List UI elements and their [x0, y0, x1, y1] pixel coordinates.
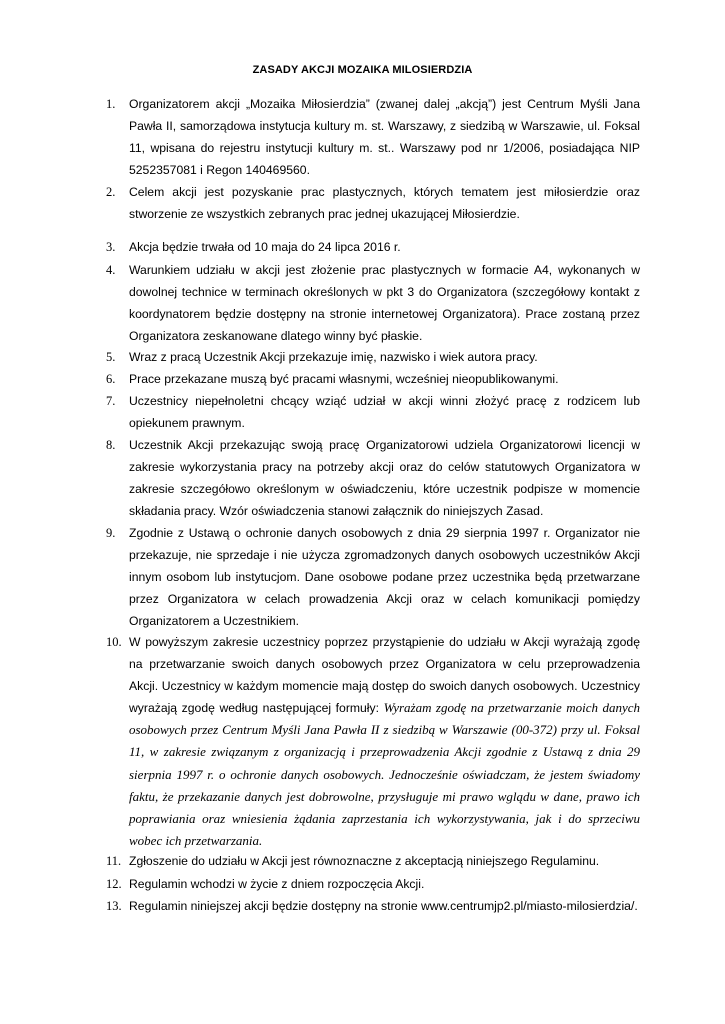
- item-text: Uczestnik Akcji przekazując swoją pracę Organizatorowi udziela Organizatorowi licencji w zakresie wykorzystania pracy na potrzeby akcji oraz do celów statutowych Organizatora w zakresie szczegółowo określonym w oświadczeniu, które uczestnik podpisze w momencie składania pracy. Wzór oświadczenia stanowi załącznik do niniejszych Zasad.: [129, 438, 640, 519]
- item-text: Prace przekazane muszą być pracami własnymi, wcześniej nieopublikowanymi.: [129, 372, 559, 386]
- list-item: [106, 93, 640, 181]
- item-text: Regulamin wchodzi w życie z dniem rozpoczęcia Akcji.: [129, 877, 425, 891]
- item-text: Wraz z pracą Uczestnik Akcji przekazuje imię, nazwisko i wiek autora pracy.: [129, 350, 538, 364]
- list-item: [106, 181, 640, 225]
- item-number: 12.: [106, 877, 122, 891]
- item-number: 6.: [106, 372, 116, 386]
- item-number: 3.: [106, 240, 116, 254]
- list-item: [106, 895, 640, 917]
- item-number: 5.: [106, 350, 116, 364]
- list-item: [106, 873, 640, 895]
- list-item: [106, 850, 640, 872]
- item-text: Uczestnicy niepełnoletni chcący wziąć udział w akcji winni złożyć pracę z rodzicem lub opiekunem prawnym.: [129, 394, 640, 431]
- item-number: 1.: [106, 97, 116, 111]
- item-text: Regulamin niniejszej akcji będzie dostępny na stronie www.centrumjp2.pl/miasto-milosierdzia/.: [129, 899, 638, 913]
- list-item: [106, 236, 640, 258]
- item-text-plain: W powyższym zakresie uczestnicy poprzez przystąpienie do udziału w Akcji wyrażają zgodę na przetwarzanie swoich danych osobowych przez Organizatora w celu przeprowadzenia Akcji. Uczestnicy w każdym momencie mają dostęp do swoich danych osobowych. Uczestnicy wyrażają zgodę według następującej formuły:: [129, 635, 640, 716]
- list-item: [106, 368, 640, 390]
- item-number: 2.: [106, 185, 116, 199]
- item-number: 11.: [106, 854, 122, 868]
- item-text: [129, 631, 640, 852]
- list-item: [106, 259, 640, 347]
- list-item: [106, 631, 640, 852]
- item-number: 8.: [106, 438, 116, 452]
- item-number: 9.: [106, 526, 116, 540]
- item-text: Warunkiem udziału w akcji jest złożenie prac plastycznych w formacie A4, wykonanych w dowolnej technice w terminach określonych w pkt 3 do Organizatora (szczegółowy kontakt z koordynatorem będzie dostępny na stronie internetowej Organizatora). Prace zostaną przez Organizatora zeskanowane dlatego winny być płaskie.: [129, 263, 640, 344]
- list-item: [106, 390, 640, 434]
- item-number: 7.: [106, 394, 116, 408]
- item-text: Organizatorem akcji „Mozaika Miłosierdzia” (zwanej dalej „akcją”) jest Centrum Myśli Jana Pawła II, samorządowa instytucja kultury m. st. Warszawy, z siedzibą w Warszawie, ul. Foksal 11, wpisana do rejestru instytucji kultury m. st.. Warszawy pod nr 1/2006, posiadająca NIP 5252357081 i Regon 140469560.: [129, 97, 640, 178]
- item-text: Zgodnie z Ustawą o ochronie danych osobowych z dnia 29 sierpnia 1997 r. Organizator nie przekazuje, nie sprzedaje i nie użycza zgromadzonych danych osobowych uczestników Akcji innym osobom lub instytucjom. Dane osobowe podane przez uczestnika będą przetwarzane przez Organizatora w celach prowadzenia Akcji oraz w celach komunikacji pomiędzy Organizatorem a Uczestnikiem.: [129, 526, 640, 629]
- item-text: Zgłoszenie do udziału w Akcji jest równoznaczne z akceptacją niniejszego Regulaminu.: [129, 854, 600, 868]
- list-item: [106, 522, 640, 632]
- list-item: [106, 434, 640, 522]
- item-number: 13.: [106, 899, 122, 913]
- list-item: [106, 346, 640, 368]
- item-text: Akcja będzie trwała od 10 maja do 24 lipca 2016 r.: [129, 240, 401, 254]
- item-number: 4.: [106, 263, 116, 277]
- item-number: 10.: [106, 635, 122, 649]
- consent-formula: Wyrażam zgodę na przetwarzanie moich danych osobowych przez Centrum Myśli Jana Pawła II z siedzibą w Warszawie (00-372) przy ul. Foksal 11, w zakresie związanym z organizacją i przeprowadzenia Akcji zgodnie z Ustawą z dnia 29 sierpnia 1997 r. o ochronie danych osobowych. Jednocześnie oświadczam, że jestem świadomy faktu, że przekazanie danych jest dobrowolne, przysługuje mi prawo wglądu w dane, prawo ich poprawiania oraz wniesienia żądania zaprzestania ich wykorzystywania, jak i do sprzeciwu wobec ich przetwarzania.: [129, 700, 640, 848]
- document-title: ZASADY AKCJI MOZAIKA MILOSIERDZIA: [252, 64, 473, 76]
- item-text: Celem akcji jest pozyskanie prac plastycznych, których tematem jest miłosierdzie oraz stworzenie ze wszystkich zebranych prac jednej ukazującej Miłosierdzie.: [129, 185, 640, 222]
